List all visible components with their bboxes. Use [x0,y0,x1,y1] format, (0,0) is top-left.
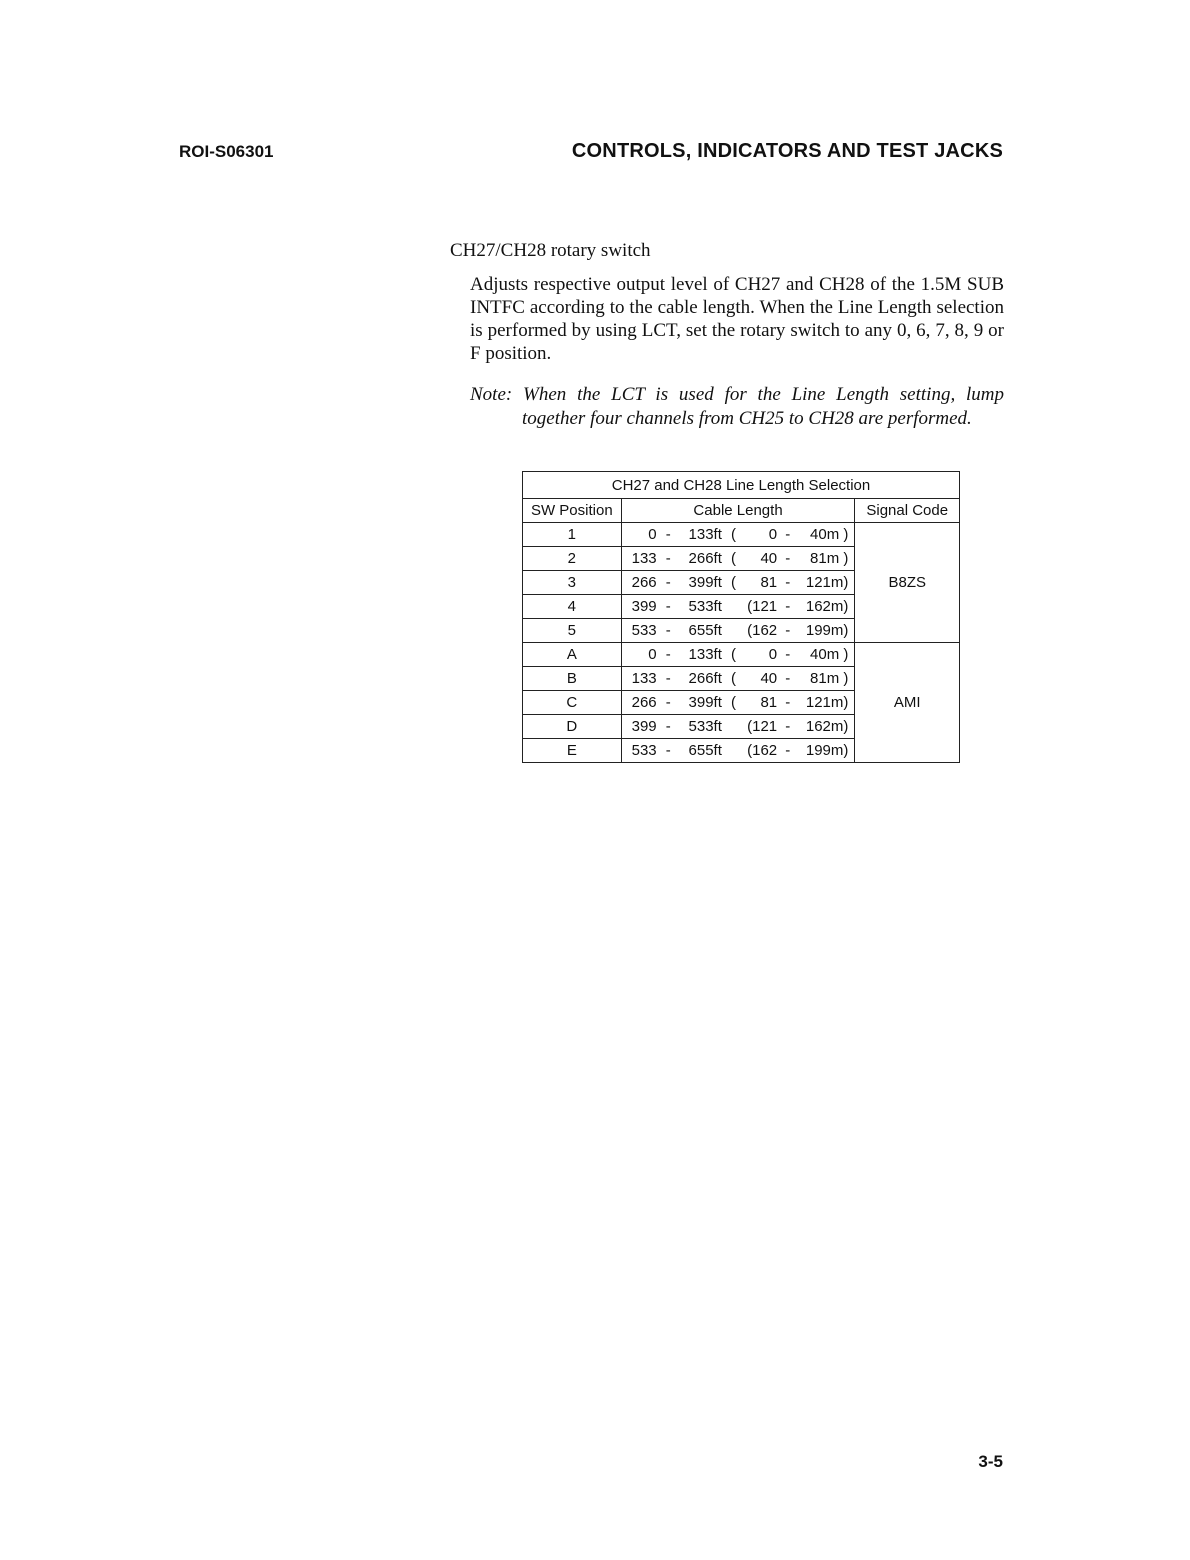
dash: - [665,670,671,687]
to-ft: 399ft [688,694,722,711]
dash: - [785,574,791,591]
cable-length-cell [621,739,855,763]
to-m: 121m) [805,694,849,711]
to-ft: 266ft [688,550,722,567]
cable-length-cell [621,715,855,739]
dash: - [665,574,671,591]
dash: - [785,598,791,615]
from-m: 40 [760,550,778,567]
sw-position-cell: D [523,715,622,739]
dash: - [785,646,791,663]
page-number: 3-5 [978,1452,1003,1471]
item-body: Adjusts respective output level of CH27 and CH28 of the 1.5M SUB INTFC according to the cable length. When the Line Length selection is performed by using LCT, set the rotary switch to any 0, 6, 7, 8, 9 or F position. [470,274,1004,364]
to-m: 40m ) [810,526,849,543]
to-m: 162m) [805,718,849,735]
to-ft: 533ft [688,598,722,615]
header-cable-length: Cable Length [621,499,855,523]
dash: - [785,550,791,567]
to-ft: 655ft [688,622,722,639]
to-ft: 133ft [688,526,722,543]
table-row [523,643,960,667]
from-ft: 133 [631,550,657,567]
from-m: 0 [768,646,778,663]
from-ft: 399 [631,598,657,615]
dash: - [785,526,791,543]
cable-length-cell [621,547,855,571]
signal-code-cell: B8ZS [855,523,960,643]
from-ft: 0 [648,646,657,663]
dash: - [785,670,791,687]
cable-length-cell [621,691,855,715]
from-ft: 533 [631,622,657,639]
to-m: 81m ) [810,550,849,567]
open-paren: ( [731,670,737,687]
cable-length-cell [621,619,855,643]
to-m: 121m) [805,574,849,591]
from-m: (162 [747,742,778,759]
to-m: 40m ) [810,646,849,663]
to-ft: 399ft [688,574,722,591]
from-ft: 533 [631,742,657,759]
sw-position-cell: 3 [523,571,622,595]
cable-length-cell [621,595,855,619]
open-paren: ( [731,550,737,567]
dash: - [665,526,671,543]
from-m: 81 [760,574,778,591]
sw-position-cell: 2 [523,547,622,571]
from-ft: 266 [631,694,657,711]
dash: - [665,718,671,735]
from-ft: 133 [631,670,657,687]
dash: - [665,550,671,567]
sw-position-cell: A [523,643,622,667]
header-sw-position: SW Position [523,499,622,523]
dash: - [665,694,671,711]
sw-position-cell: B [523,667,622,691]
dash: - [785,694,791,711]
table-row [523,523,960,547]
dash: - [665,742,671,759]
to-ft: 655ft [688,742,722,759]
table-body [523,523,960,763]
open-paren [726,598,742,615]
from-ft: 0 [648,526,657,543]
section-title: CONTROLS, INDICATORS AND TEST JACKS [571,140,1003,162]
from-m: 40 [760,670,778,687]
sw-position-cell: 5 [523,619,622,643]
note-label: Note: [470,384,513,405]
cable-length-cell [621,523,855,547]
to-ft: 266ft [688,670,722,687]
to-m: 199m) [805,622,849,639]
sw-position-cell: C [523,691,622,715]
from-ft: 399 [631,718,657,735]
header-signal-code: Signal Code [855,499,960,523]
doc-id: ROI-S06301 [179,142,274,161]
cable-length-cell [621,667,855,691]
open-paren [726,742,742,759]
dash: - [665,598,671,615]
dash: - [785,718,791,735]
open-paren [726,622,742,639]
sw-position-cell: 4 [523,595,622,619]
to-ft: 133ft [688,646,722,663]
sw-position-cell: E [523,739,622,763]
item-heading: CH27/CH28 rotary switch [450,240,651,261]
open-paren [726,718,742,735]
table-caption: CH27 and CH28 Line Length Selection [523,472,960,499]
note [470,383,1004,431]
line-length-table [522,471,960,763]
to-ft: 533ft [688,718,722,735]
to-m: 162m) [805,598,849,615]
to-m: 81m ) [810,670,849,687]
to-m: 199m) [805,742,849,759]
open-paren: ( [731,574,737,591]
open-paren: ( [731,694,737,711]
from-m: 81 [760,694,778,711]
signal-code-cell: AMI [855,643,960,763]
sw-position-cell: 1 [523,523,622,547]
from-m: (121 [747,718,778,735]
cable-length-cell [621,571,855,595]
from-m: (121 [747,598,778,615]
dash: - [785,742,791,759]
dash: - [665,622,671,639]
note-text: When the LCT is used for the Line Length setting, lump together four channels from CH25 to CH28 are performed. [522,384,1005,429]
dash: - [785,622,791,639]
cable-length-cell [621,643,855,667]
dash: - [665,646,671,663]
from-m: (162 [747,622,778,639]
open-paren: ( [731,646,737,663]
from-m: 0 [768,526,778,543]
from-ft: 266 [631,574,657,591]
open-paren: ( [731,526,737,543]
